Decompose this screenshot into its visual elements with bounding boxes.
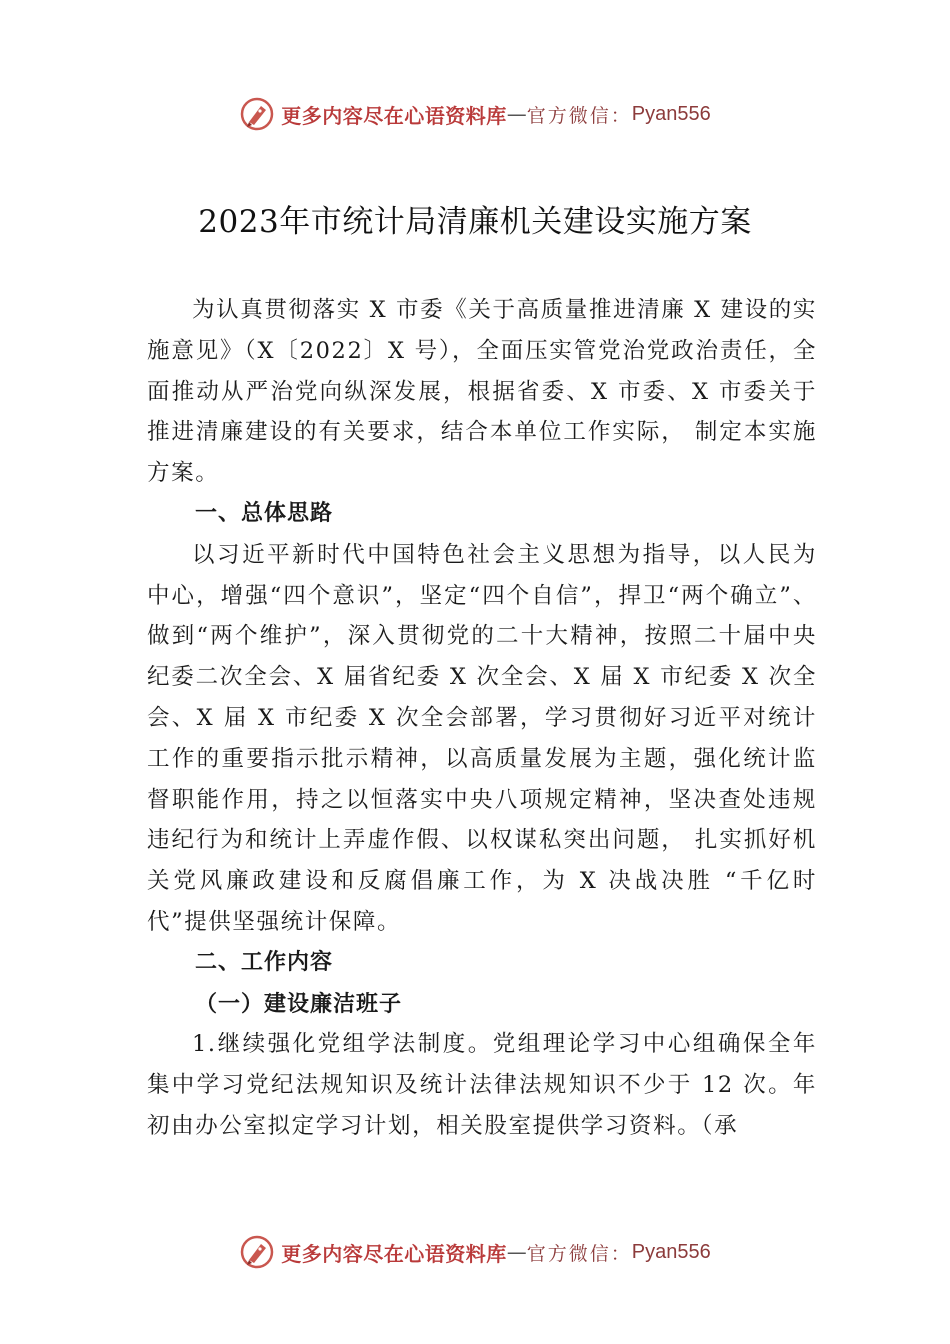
header-banner <box>0 94 950 134</box>
pen-nib-logo-icon <box>239 1234 275 1270</box>
section-heading-2: 二、工作内容 <box>195 949 334 975</box>
item-1-paragraph: 1.继续强化党组学法制度。党组理论学习中心组确保全年集中学习党纪法规知识及统计法律法规知识不少于 12 次。年初由办公室拟定学习计划，相关股室提供学习资料。（承 <box>147 1031 817 1139</box>
subsection-heading-1: （一）建设廉洁班子 <box>195 990 403 1017</box>
banner-text: 更多内容尽在心语资料库 <box>281 1241 507 1266</box>
banner-wechat-label: 官方微信： <box>526 104 632 127</box>
document-title: 2023年市统计局清廉机关建设实施方案 <box>198 204 752 240</box>
banner-text: 更多内容尽在心语资料库 <box>281 103 507 128</box>
section1-paragraph: 以习近平新时代中国特色社会主义思想为指导，以人民为中心，增强“四个意识”，坚定“四个自信”，捍卫“两个确立”、做到“两个维护”，深入贯彻党的二十大精神，按照二十届中央纪委二次全会、X 届省纪委 X 次全会、X 届 X 市纪委 X 次全会、X 届 X 市纪委 X 次全会部署，学习贯彻好习近平对统计工作的重要指示批示精神，以高质量发展为主题，强化统计监督职能作用，持之以恒落实中央八项规定精神，坚决查处违规违纪行为和统计上弄虚作假、以权谋私突出问题， 扎实抓好机关党风廉政建设和反腐倡廉工作，为 X 决战决胜 “千亿时代”提供坚强统计保障。 <box>147 541 817 935</box>
document-body <box>147 290 817 1147</box>
pen-nib-logo-icon <box>239 96 275 132</box>
intro-paragraph: 为认真贯彻落实 X 市委《关于高质量推进清廉 X 建设的实施意见》（X〔2022〕X 号），全面压实管党治党政治责任，全面推动从严治党向纵深发展，根据省委、X 市委、X 市委关于推进清廉建设的有关要求，结合本单位工作实际， 制定本实施方案。 <box>147 297 817 487</box>
section-heading-1: 一、总体思路 <box>195 500 334 526</box>
banner-wechat-id: Pyan556 <box>631 102 711 125</box>
footer-banner <box>0 1232 950 1272</box>
banner-separator: — <box>506 1240 527 1264</box>
banner-separator: — <box>506 102 527 126</box>
banner-wechat-id: Pyan556 <box>631 1240 711 1263</box>
banner-wechat-label: 官方微信： <box>526 1242 632 1265</box>
